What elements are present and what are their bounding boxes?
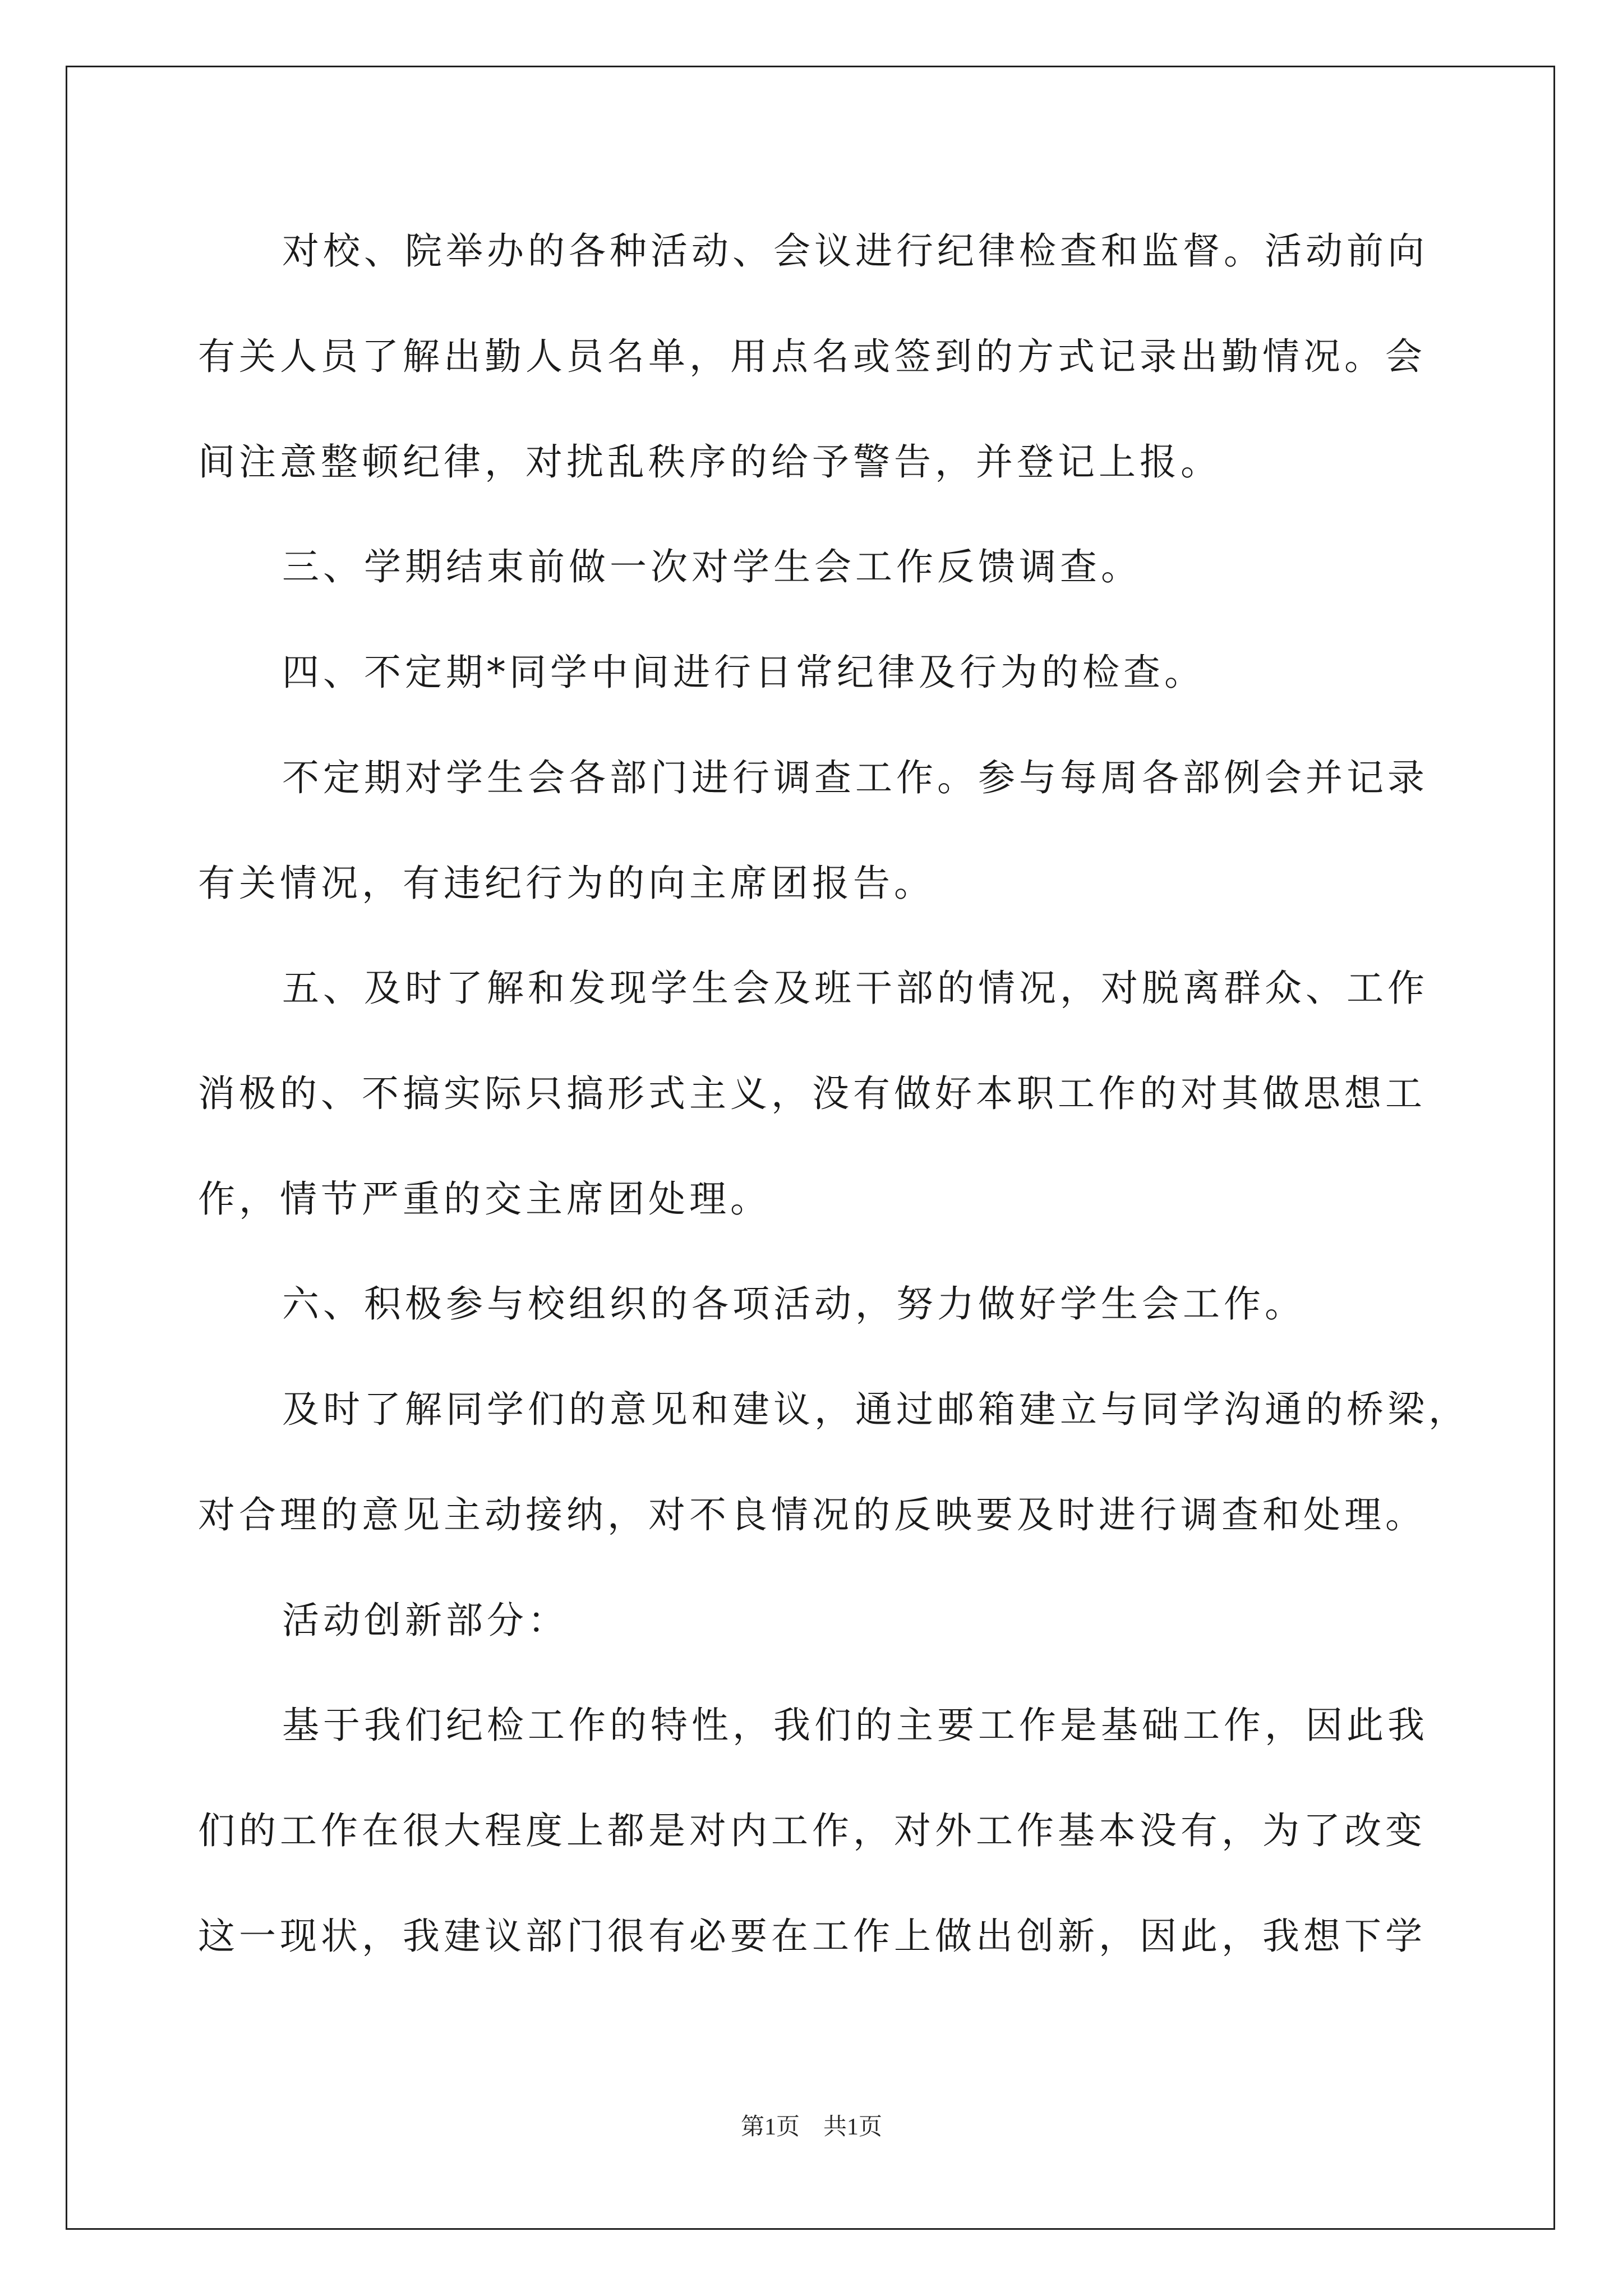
body-line: 有关情况，有违纪行为的向主席团报告。 <box>198 862 935 905</box>
body-line: 四、不定期*同学中间进行日常纪律及行为的检查。 <box>282 651 1205 694</box>
page-footer: 第1页 共1页 <box>740 2114 882 2140</box>
body-line: 对校、院举办的各种活动、会议进行纪律检查和监督。活动前向 <box>282 229 1428 273</box>
body-line: 不定期对学生会各部门进行调查工作。参与每周各部例会并记录 <box>282 756 1428 799</box>
body-line: 消极的、不搞实际只搞形式主义，没有做好本职工作的对其做思想工 <box>198 1072 1426 1115</box>
body-line: 六、积极参与校组织的各项活动，努力做好学生会工作。 <box>282 1282 1306 1326</box>
body-line: 五、及时了解和发现学生会及班干部的情况，对脱离群众、工作 <box>282 967 1428 1010</box>
page-border <box>66 66 1555 2230</box>
body-line: 间注意整顿纪律，对扰乱秩序的给予警告，并登记上报。 <box>198 440 1221 484</box>
body-line: 活动创新部分： <box>282 1599 569 1642</box>
body-line: 对合理的意见主动接纳，对不良情况的反映要及时进行调查和处理。 <box>198 1493 1426 1536</box>
body-line: 这一现状，我建议部门很有必要在工作上做出创新，因此，我想下学 <box>198 1915 1426 1958</box>
body-line: 基于我们纪检工作的特性，我们的主要工作是基础工作，因此我 <box>282 1704 1428 1747</box>
body-line: 作，情节严重的交主席团处理。 <box>198 1177 771 1221</box>
body-line: 有关人员了解出勤人员名单，用点名或签到的方式记录出勤情况。会 <box>198 335 1426 378</box>
body-line: 及时了解同学们的意见和建议，通过邮箱建立与同学沟通的桥梁， <box>282 1388 1469 1431</box>
body-line: 们的工作在很大程度上都是对内工作，对外工作基本没有，为了改变 <box>198 1809 1426 1852</box>
body-line: 三、学期结束前做一次对学生会工作反馈调查。 <box>282 545 1142 588</box>
